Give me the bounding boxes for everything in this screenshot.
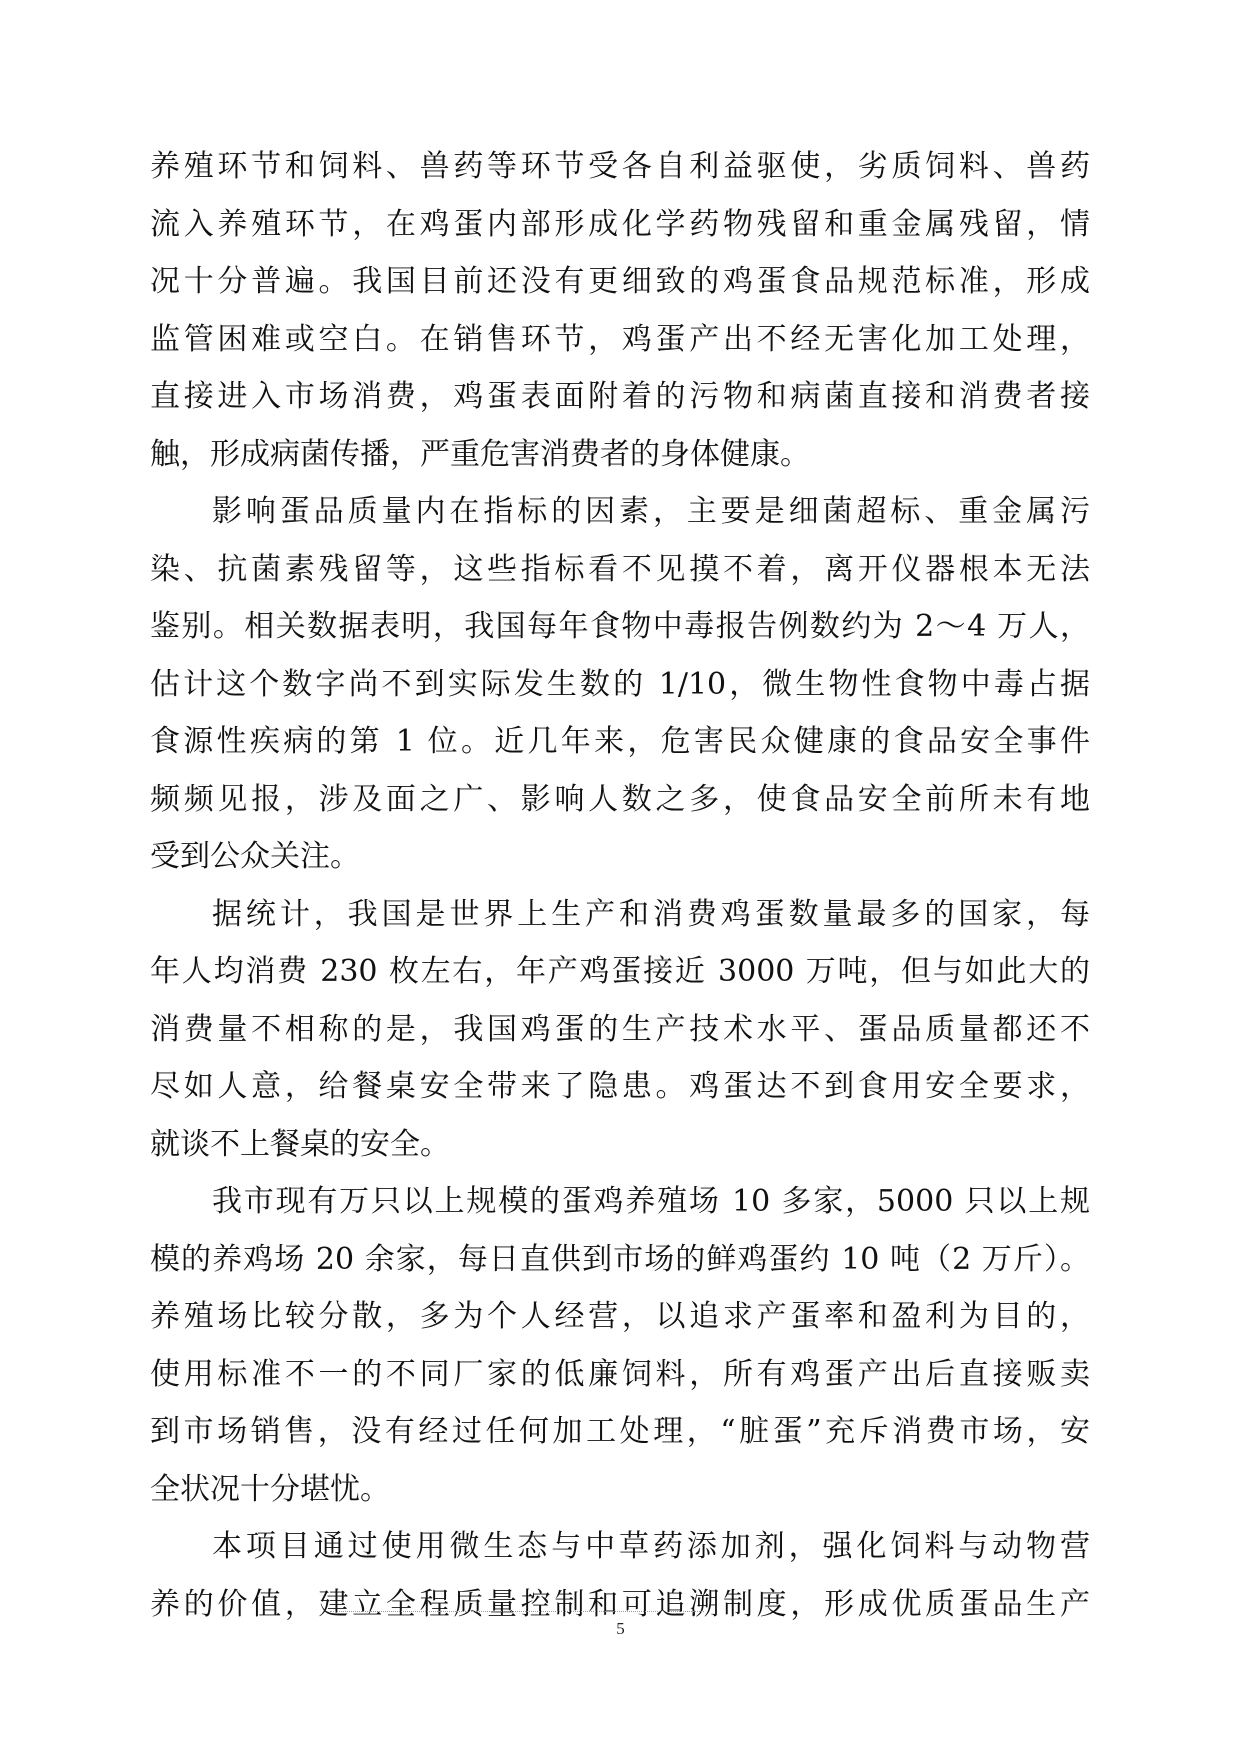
paragraph-start-line: 影响蛋品质量内在指标的因素，主要是细菌超标、重金属污: [212, 494, 1090, 529]
text-line: 养殖环节和饲料、兽药等环节受各自利益驱使，劣质饲料、兽药: [150, 149, 1090, 184]
body-text: [150, 138, 1090, 1633]
text-line: 流入养殖环节，在鸡蛋内部形成化学药物残留和重金属残留，情: [150, 206, 1090, 242]
text-line: 直接进入市场消费，鸡蛋表面附着的污物和病菌直接和消费者接: [150, 379, 1090, 414]
text-line: 消费量不相称的是，我国鸡蛋的生产技术水平、蛋品质量都还不: [150, 1011, 1090, 1047]
text-line: 到市场销售，没有经过任何加工处理，“脏蛋”充斥消费市场，安: [150, 1414, 1090, 1449]
page-number: 5: [616, 1619, 625, 1638]
text-line: 尽如人意，给餐桌安全带来了隐患。鸡蛋达不到食用安全要求，: [150, 1069, 1090, 1104]
paragraph-start-line: 据统计，我国是世界上生产和消费鸡蛋数量最多的国家，每: [212, 896, 1090, 932]
text-line: 年人均消费 230 枚左右，年产鸡蛋接近 3000 万吨，但与如此大的: [150, 954, 1090, 989]
text-line: 触，形成病菌传播，严重危害消费者的身体健康。: [150, 436, 810, 472]
text-line: 全状况十分堪忧。: [150, 1471, 390, 1507]
text-line: 染、抗菌素残留等，这些指标看不见摸不着，离开仪器根本无法: [150, 551, 1090, 587]
text-line: 受到公众关注。: [150, 839, 360, 874]
text-line: 频频见报，涉及面之广、影响人数之多，使食品安全前所未有地: [150, 781, 1090, 817]
text-line: 使用标准不一的不同厂家的低廉饲料，所有鸡蛋产出后直接贩卖: [150, 1356, 1090, 1392]
text-line: 食源性疾病的第 1 位。近几年来，危害民众健康的食品安全事件: [150, 724, 1090, 759]
text-line: 就谈不上餐桌的安全。: [150, 1126, 450, 1162]
paragraph-start-line: 本项目通过使用微生态与中草药添加剂，强化饲料与动物营: [212, 1529, 1090, 1564]
text-line: 养的价值，建立全程质量控制和可追溯制度，形成优质蛋品生产: [150, 1586, 1090, 1622]
text-line: 养殖场比较分散，多为个人经营，以追求产蛋率和盈利为目的，: [150, 1299, 1090, 1334]
text-line: 况十分普遍。我国目前还没有更细致的鸡蛋食品规范标准，形成: [150, 264, 1090, 299]
text-line: 监管困难或空白。在销售环节，鸡蛋产出不经无害化加工处理，: [150, 321, 1090, 357]
text-line: 鉴别。相关数据表明，我国每年食物中毒报告例数约为 2～4 万人，: [150, 609, 1090, 644]
text-line: 模的养鸡场 20 余家，每日直供到市场的鲜鸡蛋约 10 吨（2 万斤）。: [150, 1241, 1090, 1277]
text-line: 估计这个数字尚不到实际发生数的 1/10，微生物性食物中毒占据: [150, 666, 1090, 702]
footer-divider: [330, 1611, 704, 1612]
paragraph-start-line: 我市现有万只以上规模的蛋鸡养殖场 10 多家，5000 只以上规: [212, 1184, 1090, 1219]
